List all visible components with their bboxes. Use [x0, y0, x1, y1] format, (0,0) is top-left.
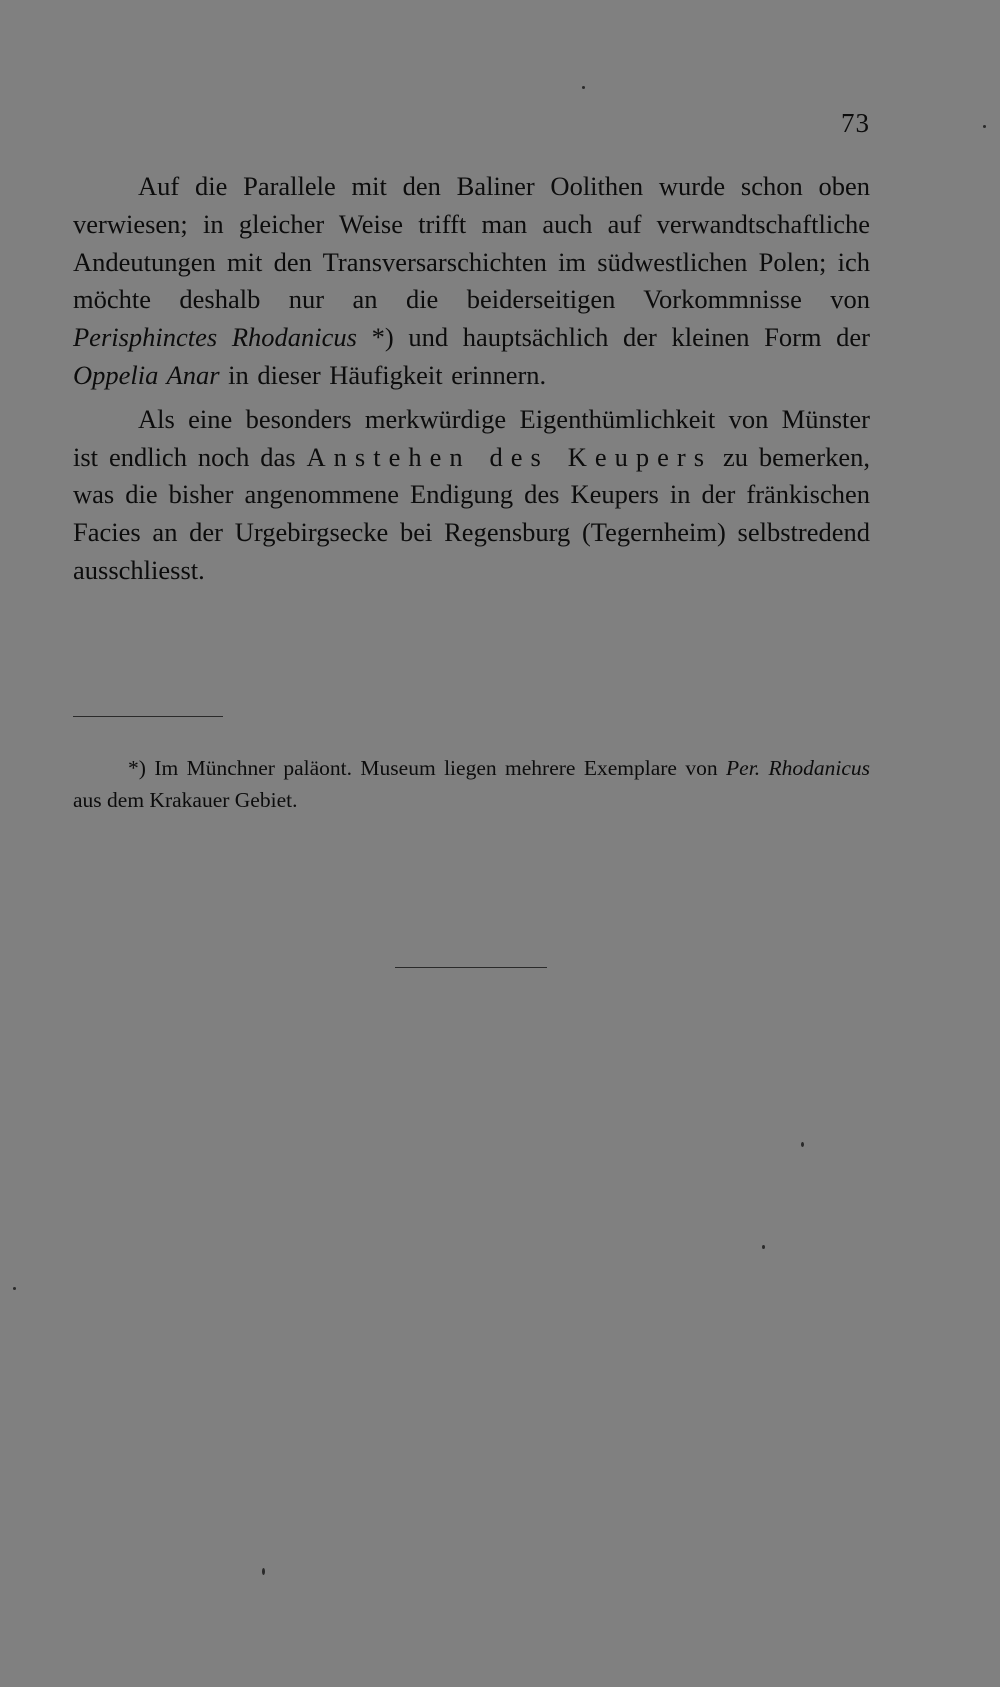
text-run: zu bemerken, was die bisher angenommene Endigung des Keupers in der fränkischen Facies an der Urgebirgsecke bei Regensburg (Tegernheim) selbstredend ausschliesst. — [73, 441, 870, 585]
section-end-divider — [395, 967, 547, 968]
text-run: Als eine besonders merkwürdige Eigenthümlichkeit von Münster ist endlich noch das — [73, 403, 870, 472]
text-run: *) und hauptsächlich der kleinen Form der — [357, 322, 870, 353]
species-name: Per. Rhodanicus — [726, 756, 870, 780]
spaced-emphasis: Anstehen des Keupers — [306, 441, 713, 472]
species-name: Perisphinctes Rhodanicus — [73, 322, 357, 353]
footnote-divider — [73, 716, 223, 717]
scan-speck — [13, 1287, 16, 1290]
paragraph-1 — [73, 168, 870, 395]
paragraph-2 — [73, 401, 870, 590]
text-run: *) Im Münchner paläont. Museum liegen mehrere Exemplare von — [128, 756, 727, 780]
scan-speck — [983, 125, 986, 128]
page-number: 73 — [841, 108, 870, 138]
text-run: aus dem Krakauer Gebiet. — [73, 788, 298, 812]
scan-speck — [262, 1568, 265, 1575]
scan-speck — [582, 86, 585, 89]
species-name: Oppelia Anar — [73, 359, 220, 390]
scan-speck — [801, 1142, 804, 1147]
text-run: in dieser Häufigkeit erinnern. — [219, 359, 547, 390]
body-text — [73, 168, 870, 590]
text-run: Auf die Parallele mit den Baliner Oolithen wurde schon oben verwiesen; in gleicher Weise trifft man auch auf verwandtschaftliche Andeutungen mit den Transversarschichten im südwestlichen Polen; ich möchte deshalb nur an die beiderseitigen Vorkommnisse von — [73, 171, 870, 315]
scan-speck — [762, 1245, 765, 1249]
footnote — [73, 752, 870, 816]
